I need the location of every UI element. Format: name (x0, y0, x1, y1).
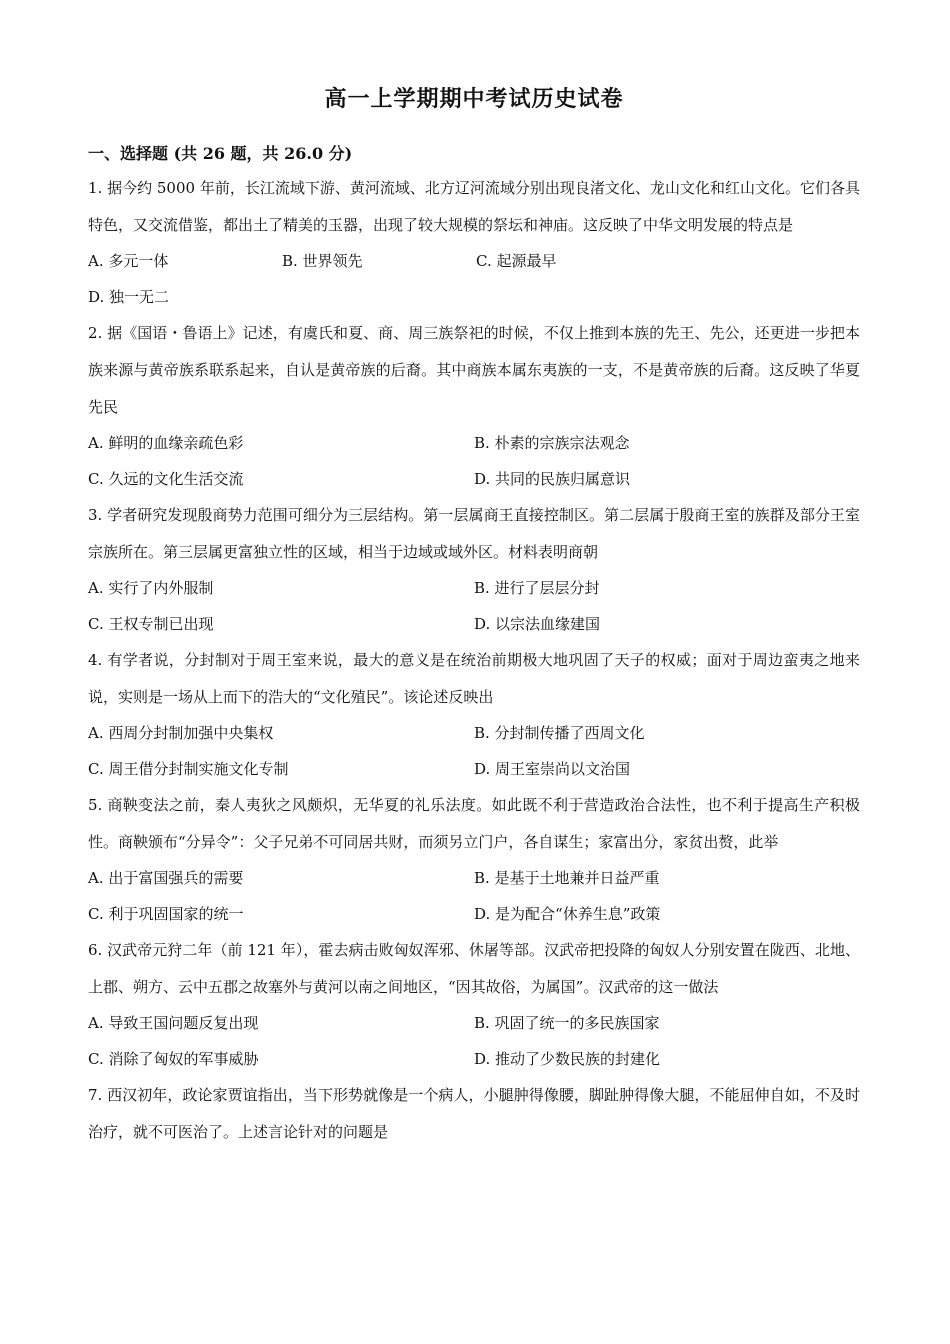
question-stem: 3. 学者研究发现殷商势力范围可细分为三层结构。第一层属商王直接控制区。第二层属于殷商王室的族群及部分王室宗族所在。第三层属更富独立性的区域，相当于边域或域外区。材料表明商朝 (88, 506, 860, 561)
option-d: D. 独一无二 (88, 287, 170, 306)
question-3 (88, 497, 860, 642)
question-list (88, 170, 860, 1151)
page-title: 高一上学期期中考试历史试卷 (324, 86, 624, 112)
option-a: A. 鲜明的血缘亲疏色彩 (88, 434, 244, 452)
option-d: D. 是为配合“休养生息”政策 (474, 904, 661, 923)
option-a: A. 西周分封制加强中央集权 (88, 724, 274, 742)
option-b: B. 是基于土地兼并日益严重 (474, 869, 660, 887)
option-list (88, 571, 860, 642)
option-d: D. 周王室崇尚以文治国 (474, 759, 631, 778)
option-list (88, 1006, 860, 1077)
option-b: B. 世界领先 (282, 252, 363, 270)
option-a: A. 多元一体 (88, 252, 169, 270)
question-5 (88, 787, 860, 932)
option-a: A. 导致王国问题反复出现 (88, 1014, 259, 1032)
option-c: C. 周王借分封制实施文化专制 (88, 759, 289, 778)
option-b: B. 朴素的宗族宗法观念 (474, 434, 630, 452)
option-list (88, 244, 860, 315)
option-c: C. 利于巩固国家的统一 (88, 904, 244, 923)
question-1 (88, 170, 860, 315)
option-c: C. 起源最早 (476, 252, 557, 270)
option-list (88, 426, 860, 497)
option-list (88, 861, 860, 932)
option-d: D. 共同的民族归属意识 (474, 469, 631, 488)
section-heading: 一、选择题 (共 26 题，共 26.0 分) (88, 144, 353, 163)
question-stem: 4. 有学者说，分封制对于周王室来说，最大的意义是在统治前期极大地巩固了天子的权威；面对于周边蛮夷之地来说，实则是一场从上而下的浩大的“文化殖民”。该论述反映出 (88, 651, 860, 706)
option-b: B. 分封制传播了西周文化 (474, 724, 645, 742)
question-stem: 1. 据今约 5000 年前，长江流域下游、黄河流域、北方辽河流域分别出现良渚文化、龙山文化和红山文化。它们各具特色，又交流借鉴，都出土了精美的玉器，出现了较大规模的祭坛和神庙。这反映了中华文明发展的特点是 (88, 179, 860, 234)
option-list (88, 716, 860, 787)
question-6 (88, 932, 860, 1077)
question-stem: 2. 据《国语・鲁语上》记述，有虞氏和夏、商、周三族祭祀的时候，不仅上推到本族的先王、先公，还更进一步把本族来源与黄帝族系联系起来，自认是黄帝族的后裔。其中商族本属东夷族的一支，不是黄帝族的后裔。这反映了华夏先民 (88, 324, 860, 416)
option-b: B. 进行了层层分封 (474, 579, 600, 597)
option-a: A. 出于富国强兵的需要 (88, 869, 244, 887)
question-stem: 6. 汉武帝元狩二年（前 121 年），霍去病击败匈奴浑邪、休屠等部。汉武帝把投降的匈奴人分别安置在陇西、北地、上郡、朔方、云中五郡之故塞外与黄河以南之间地区，“因其故俗，为属国”。汉武帝的这一做法 (88, 941, 860, 996)
question-4 (88, 642, 860, 787)
question-2 (88, 315, 860, 497)
question-stem: 5. 商鞅变法之前，秦人夷狄之风颇炽，无华夏的礼乐法度。如此既不利于营造政治合法性，也不利于提高生产积极性。商鞅颁布“分异令”：父子兄弟不可同居共财，而须另立门户，各自谋生；家富出分，家贫出赘，此举 (88, 796, 860, 851)
option-b: B. 巩固了统一的多民族国家 (474, 1014, 660, 1032)
option-c: C. 王权专制已出现 (88, 614, 214, 633)
option-a: A. 实行了内外服制 (88, 579, 214, 597)
option-c: C. 久远的文化生活交流 (88, 469, 244, 488)
option-c: C. 消除了匈奴的军事威胁 (88, 1049, 259, 1068)
question-stem: 7. 西汉初年，政论家贾谊指出，当下形势就像是一个病人，小腿肿得像腰，脚趾肿得像大腿，不能屈伸自如，不及时治疗，就不可医治了。上述言论针对的问题是 (88, 1086, 860, 1141)
option-d: D. 以宗法血缘建国 (474, 614, 601, 633)
option-d: D. 推动了少数民族的封建化 (474, 1049, 661, 1068)
question-7 (88, 1077, 860, 1151)
